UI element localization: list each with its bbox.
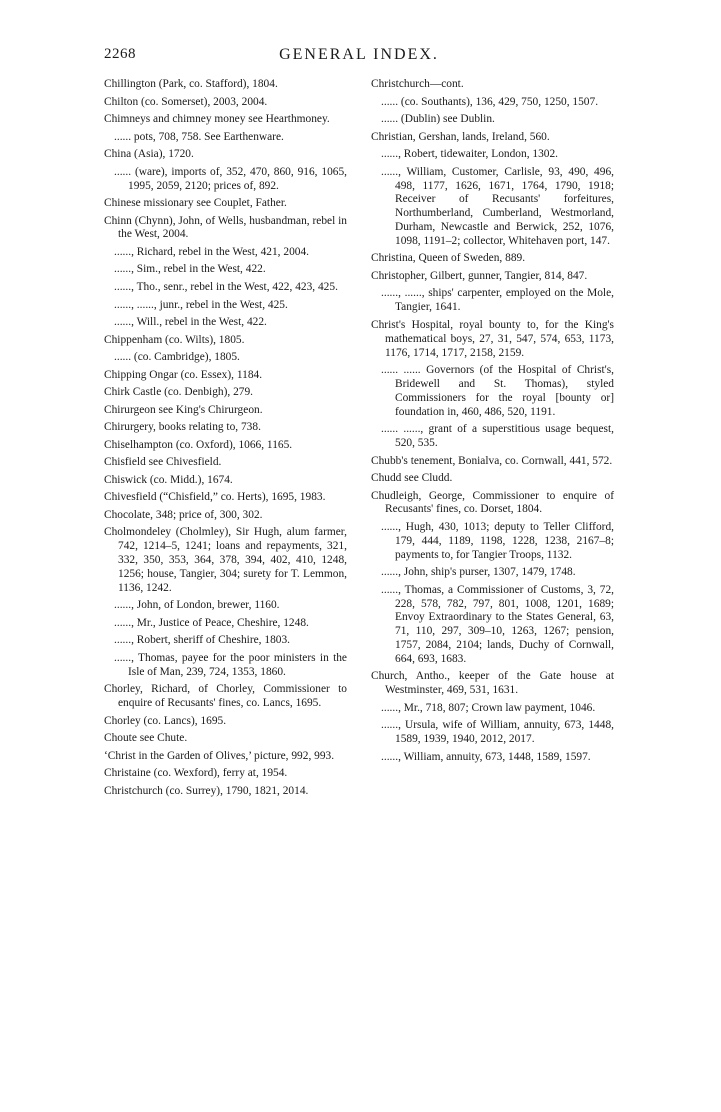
index-entry: Chivesfield (“Chisfield,” co. Herts), 1695, 1983. (104, 491, 326, 504)
index-subentry: ......, ......, junr., rebel in the West, 425. (114, 298, 288, 311)
index-subentry: ......, Ursula, wife of William, annuity, 673, 1448, 1589, 1939, 1940, 2012, 2017. (381, 719, 614, 746)
index-subentry: ......, Thomas, a Commissioner of Customs, 3, 72, 228, 578, 782, 797, 801, 1008, 1201, 1689; Envoy Extraordinary to the States General, 63, 71, 110, 297, 309–10, 1263, 1267; pension, 1757, 2084, 2104; lands, Duchy of Cornwall, 664, 693, 1683. (381, 583, 614, 665)
index-subentry: ......, John, of London, brewer, 1160. (114, 599, 280, 612)
index-subentry: ......, Robert, sheriff of Cheshire, 1803. (114, 634, 290, 647)
index-entry: Chocolate, 348; price of, 300, 302. (104, 508, 263, 521)
index-entry: Chudd see Cludd. (371, 472, 453, 485)
index-entry: Chinn (Chynn), John, of Wells, husbandman, rebel in the West, 2004. (104, 214, 347, 241)
index-entry: Chudleigh, George, Commissioner to enquire of Recusants' fines, co. Dorset, 1804. (371, 489, 614, 516)
index-subentry: ......, William, annuity, 673, 1448, 1589, 1597. (381, 750, 591, 763)
index-entry: Chinese missionary see Couplet, Father. (104, 197, 287, 210)
index-subentry: ...... pots, 708, 758. See Earthenware. (114, 130, 284, 143)
index-entry: ‘Christ in the Garden of Olives,’ picture, 992, 993. (104, 749, 335, 762)
index-entry: Chirurgeon see King's Chirurgeon. (104, 403, 263, 416)
index-subentry: ...... (Dublin) see Dublin. (381, 113, 495, 126)
index-subentry: ......, Mr., Justice of Peace, Cheshire, 1248. (114, 616, 309, 629)
index-entry: Cholmondeley (Cholmley), Sir Hugh, alum farmer, 742, 1214–5, 1241; loans and repayments, 321, 332, 350, 353, 364, 378, 394, 402, 410, 1248, 1256; house, Tangier, 304; surety for T. Lemmon, 1136, 1242. (104, 526, 347, 594)
index-entry: Christina, Queen of Sweden, 889. (371, 252, 526, 265)
index-entry: Chirurgery, books relating to, 738. (104, 421, 261, 434)
page-number: 2268 (104, 46, 136, 62)
index-entry: Chimneys and chimney money see Hearthmoney. (104, 113, 330, 126)
index-entry: Christopher, Gilbert, gunner, Tangier, 814, 847. (371, 269, 588, 282)
left-index-column (104, 78, 347, 802)
index-subentry: ...... (co. Cambridge), 1805. (114, 351, 240, 364)
index-entry: China (Asia), 1720. (104, 148, 194, 161)
index-subentry: ...... (co. Southants), 136, 429, 750, 1250, 1507. (381, 95, 599, 108)
index-subentry: ......, Tho., senr., rebel in the West, 422, 423, 425. (114, 281, 338, 293)
index-subentry: ......, Will., rebel in the West, 422. (114, 316, 267, 329)
index-entry: Church, Antho., keeper of the Gate house at Westminster, 469, 531, 1631. (371, 670, 614, 697)
index-subentry: ......, Sim., rebel in the West, 422. (114, 263, 266, 276)
index-entry: Chisfield see Chivesfield. (104, 456, 222, 469)
index-entry: Christchurch—cont. (371, 78, 464, 90)
index-subentry: ......, John, ship's purser, 1307, 1479, 1748. (381, 566, 576, 579)
index-subentry: ......, Mr., 718, 807; Crown law payment, 1046. (381, 701, 596, 714)
index-entry: Chiselhampton (co. Oxford), 1066, 1165. (104, 438, 293, 451)
index-entry: Chiswick (co. Midd.), 1674. (104, 473, 233, 486)
index-subentry: ......, Richard, rebel in the West, 421, 2004. (114, 245, 310, 258)
index-entry: Chorley (co. Lancs), 1695. (104, 714, 227, 727)
index-entry: Chorley, Richard, of Chorley, Commissioner to enquire of Recusants' fines, co. Lancs, 1695. (104, 683, 347, 710)
index-entry: Chipping Ongar (co. Essex), 1184. (104, 368, 263, 381)
index-subentry: ...... ...... Governors (of the Hospital of Christ's, Bridewell and St. Thomas), styled Commissioners for the royal [bounty or] foundation in, 460, 486, 520, 1191. (381, 364, 614, 418)
index-entry: Chillington (Park, co. Stafford), 1804. (104, 78, 278, 90)
index-entry: Christian, Gershan, lands, Ireland, 560. (371, 130, 550, 143)
index-subentry: ......, Robert, tidewaiter, London, 1302. (381, 148, 559, 161)
index-entry: Chubb's tenement, Bonialva, co. Cornwall, 441, 572. (371, 454, 613, 467)
index-subentry: ......, William, Customer, Carlisle, 93, 490, 496, 498, 1177, 1626, 1671, 1764, 1790, 1918; Receiver of Recusants' forfeitures, Northumberland, Cumberland, Westmorland, Durham, Newcastle and Berwick, 252, 1076, 1098, 1191–2; collector, Whitehaven port, 147. (381, 165, 614, 247)
index-subentry: ...... (ware), imports of, 352, 470, 860, 916, 1065, 1995, 2059, 2120; prices of, 892. (114, 165, 347, 192)
index-subentry: ......, ......, ships' carpenter, employed on the Mole, Tangier, 1641. (381, 287, 614, 314)
page-header (104, 46, 614, 68)
index-entry: Christ's Hospital, royal bounty to, for the King's mathematical boys, 27, 31, 547, 574, 653, 1173, 1176, 1714, 1717, 2158, 2159. (371, 318, 614, 359)
index-entry: Chippenham (co. Wilts), 1805. (104, 333, 245, 346)
index-subentry: ......, Hugh, 430, 1013; deputy to Teller Clifford, 179, 444, 1189, 1198, 1228, 1238, 2167–8; payments to, for Tangier Troops, 1132. (381, 520, 614, 561)
index-entry: Choute see Chute. (104, 732, 188, 745)
index-subentry: ......, Thomas, payee for the poor ministers in the Isle of Man, 239, 724, 1353, 1860. (114, 651, 347, 678)
index-entry: Chirk Castle (co. Denbigh), 279. (104, 386, 254, 399)
right-index-column (371, 78, 614, 768)
index-entry: Chilton (co. Somerset), 2003, 2004. (104, 95, 268, 108)
running-title: GENERAL INDEX. (279, 46, 439, 63)
index-entry: Christchurch (co. Surrey), 1790, 1821, 2014. (104, 784, 309, 797)
index-entry: Christaine (co. Wexford), ferry at, 1954. (104, 767, 288, 780)
index-subentry: ...... ......, grant of a superstitious usage bequest, 520, 535. (381, 423, 614, 449)
